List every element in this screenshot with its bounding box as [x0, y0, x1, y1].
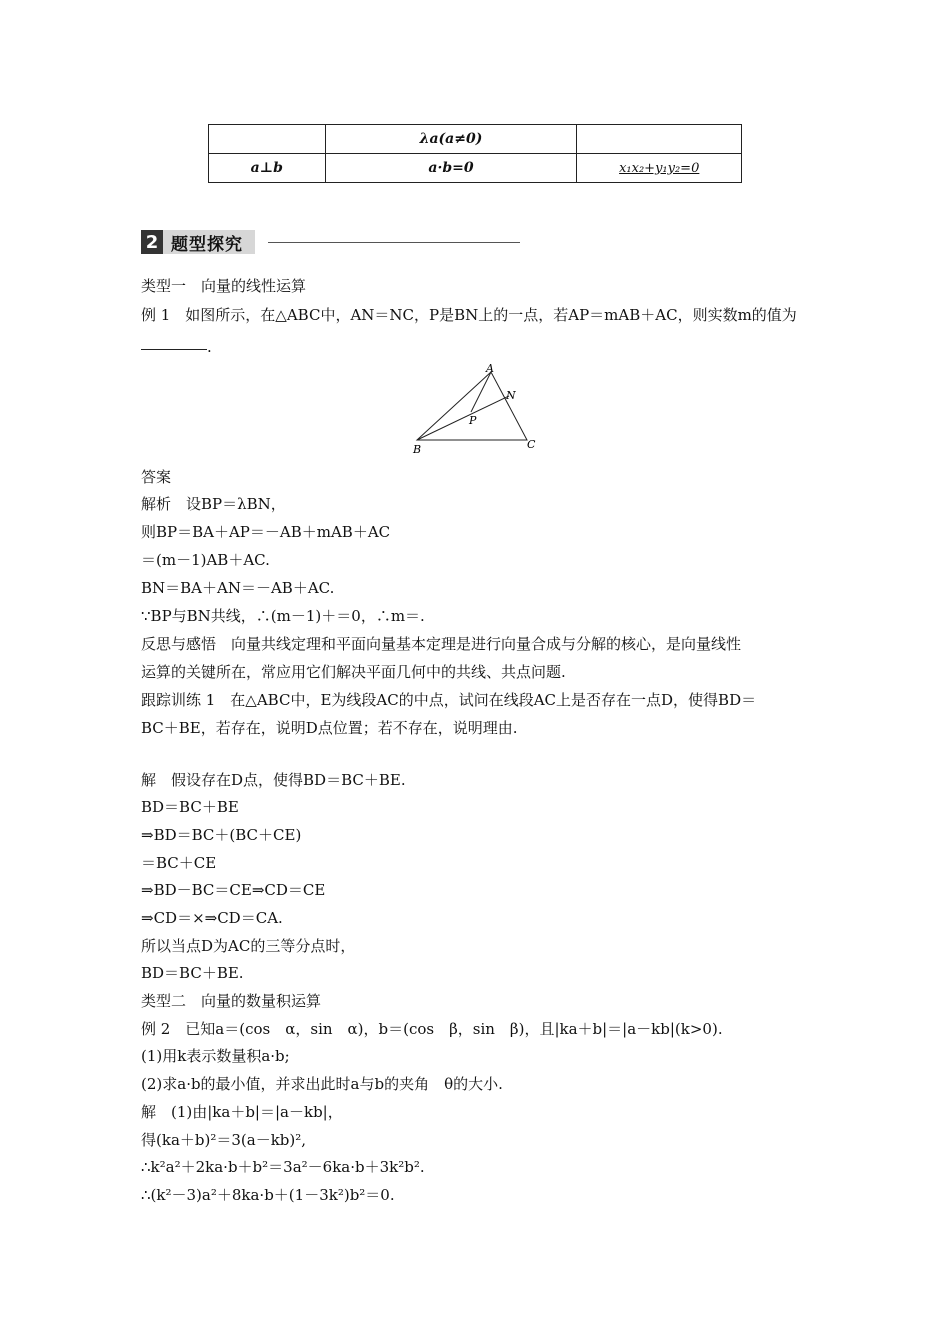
text-line: ＝BC＋CE	[141, 854, 217, 872]
text-line: 运算的关键所在，常应用它们解决平面几何中的共线、共点问题.	[141, 663, 566, 681]
table-cell: a⊥b	[209, 154, 326, 183]
text-line: 解析 设BP＝λBN，	[141, 495, 286, 513]
section-header	[141, 230, 255, 254]
text-line: ∴(k²－3)a²＋8ka·b＋(1－3k²)b²＝0.	[141, 1186, 395, 1204]
text-line: BN＝BA＋AN＝－AB＋AC.	[141, 579, 335, 597]
text-line: 跟踪训练 1 在△ABC中，E为线段AC的中点，试问在线段AC上是否存在一点D，使得BD＝	[141, 691, 757, 709]
text-line: ∴k²a²＋2ka·b＋b²＝3a²－6ka·b＋3k²b².	[141, 1158, 425, 1176]
text-line: 所以当点D为AC的三等分点时，	[141, 937, 356, 955]
text-line: 例 1 如图所示，在△ABC中，AN＝NC，P是BN上的一点，若AP＝mAB＋AC，则实数m的值为	[141, 306, 797, 324]
label-c: C	[527, 438, 536, 451]
triangle-figure	[405, 360, 555, 456]
table-cell	[209, 125, 326, 154]
section-title: 题型探究	[163, 230, 255, 254]
label-n: N	[506, 389, 516, 402]
text-line: ⇒CD＝×⇒CD＝CA.	[141, 909, 283, 927]
text-line: ⇒BD＝BC＋(BC＋CE)	[141, 826, 302, 844]
label-a: A	[486, 362, 494, 375]
text-line: 反思与感悟 向量共线定理和平面向量基本定理是进行向量合成与分解的核心，是向量线性	[141, 635, 742, 653]
text-line: BD＝BC＋BE	[141, 798, 239, 816]
text-line: (1)用k表示数量积a·b;	[141, 1047, 290, 1065]
text-line: ∵BP与BN共线，∴(m－1)＋＝0，∴m＝.	[141, 607, 425, 625]
text-line: (2)求a·b的最小值，并求出此时a与b的夹角 θ的大小.	[141, 1075, 503, 1093]
label-b: B	[413, 443, 422, 456]
table-cell: λa(a≠0)	[325, 125, 577, 154]
text-line: BD＝BC＋BE.	[141, 964, 244, 982]
section-divider	[268, 242, 520, 243]
vector-table	[208, 124, 742, 183]
table-row	[209, 154, 742, 183]
section-number: 2	[141, 230, 163, 254]
text-line: 得(ka＋b)²＝3(a－kb)²,	[141, 1131, 307, 1149]
table-cell: a·b=0	[325, 154, 577, 183]
text-line: 解 (1)由|ka＋b|＝|a－kb|，	[141, 1103, 343, 1121]
text-line: ＝(m－1)AB＋AC.	[141, 551, 270, 569]
text-line: 类型二 向量的数量积运算	[141, 992, 322, 1010]
label-p: P	[469, 414, 477, 427]
answer-blank	[141, 349, 207, 350]
text-line: 类型一 向量的线性运算	[141, 277, 307, 295]
text-line: 解 假设存在D点，使得BD＝BC＋BE.	[141, 771, 406, 789]
table-cell	[577, 125, 742, 154]
text-line: BC＋BE，若存在，说明D点位置；若不存在，说明理由.	[141, 719, 518, 737]
table-row	[209, 125, 742, 154]
text-line: .	[207, 338, 212, 356]
table-cell: x₁x₂+y₁y₂=0	[619, 161, 700, 176]
text-line: 则BP＝BA＋AP＝－AB＋mAB＋AC	[141, 523, 391, 541]
text-line: 答案	[141, 468, 172, 486]
text-line: 例 2 已知a＝(cos α，sin α)，b＝(cos β，sin β)，且|ka＋b|＝|a－kb|(k>0).	[141, 1020, 723, 1038]
text-line: ⇒BD－BC＝CE⇒CD＝CE	[141, 881, 326, 899]
